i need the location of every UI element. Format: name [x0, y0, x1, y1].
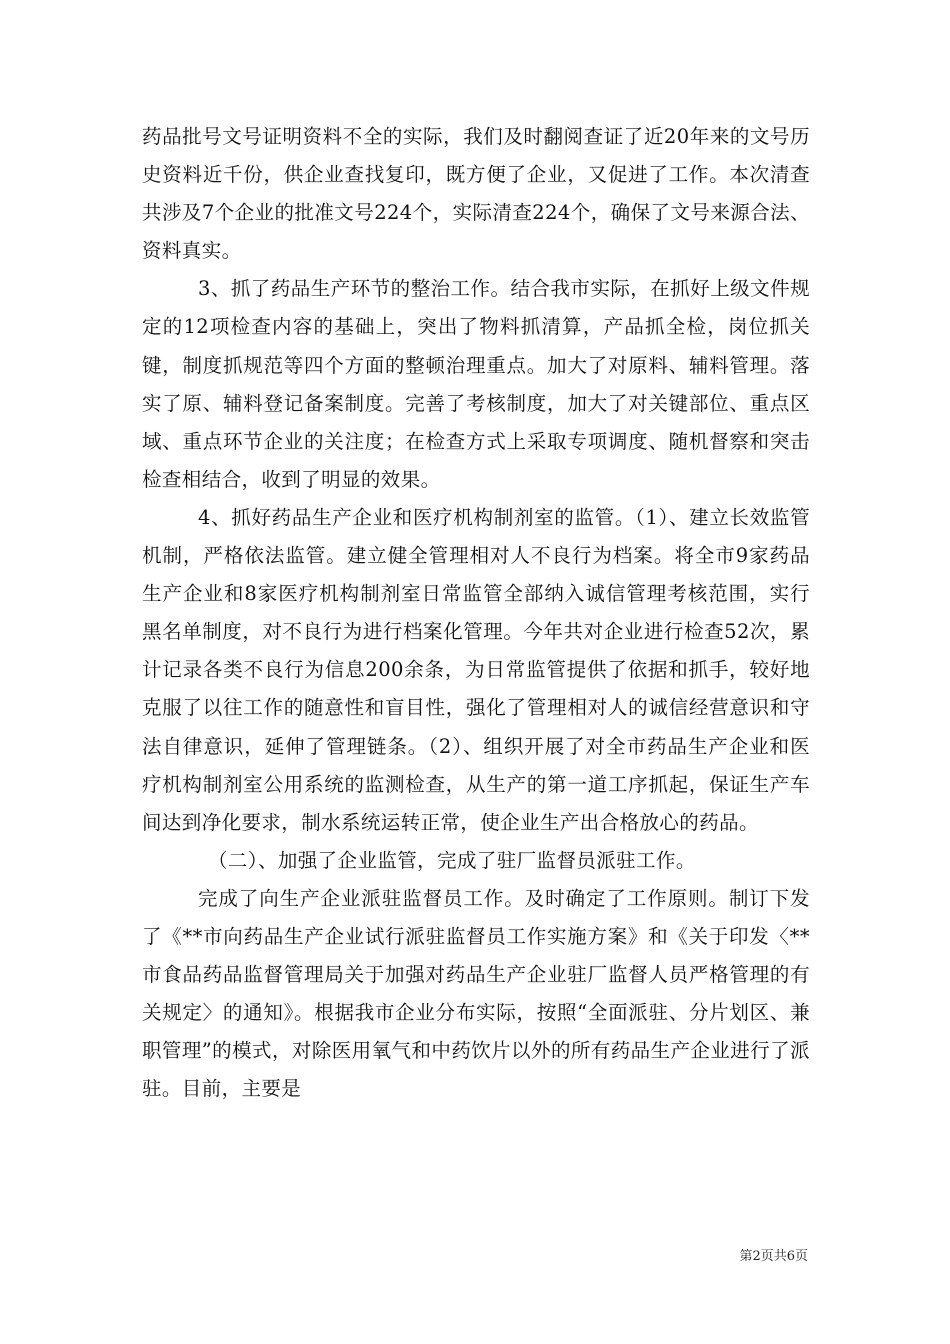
paragraph-3: 4、抓好药品生产企业和医疗机构制剂室的监管。（1）、建立长效监管机制，严格依法监管。建立健全管理相对人不良行为档案。将全市9家药品生产企业和8家医疗机构制剂室日常监管全部纳入诚信管理考核范围，实行黑名单制度，对不良行为进行档案化管理。今年共对企业进行检查52次，累计记录各类不良行为信息200余条，为日常监管提供了依据和抓手，较好地克服了以往工作的随意性和盲目性，强化了管理相对人的诚信经营意识和守法自律意识，延伸了管理链条。（2）、组织开展了对全市药品生产企业和医疗机构制剂室公用系统的监测检查，从生产的第一道工序抓起，保证生产车间达到净化要求，制水系统运转正常，使企业生产出合格放心的药品。 [142, 505, 810, 834]
paragraph-5: 完成了向生产企业派驻监督员工作。及时确定了工作原则。制订下发了《**市向药品生产企业试行派驻监督员工作实施方案》和《关于印发〈**市食品药品监督管理局关于加强对药品生产企业驻厂监督人员严格管理的有关规定〉的通知》。根据我市企业分布实际，按照“全面派驻、分片划区、兼职管理”的模式，对除医用氧气和中药饮片以外的所有药品生产企业进行了派驻。目前，主要是 [142, 886, 810, 1101]
section-heading: （二）、加强了企业监管，完成了驻厂监督员派驻工作。 [208, 848, 696, 872]
document-body [142, 118, 810, 1108]
paragraph-2: 3、抓了药品生产环节的整治工作。结合我市实际，在抓好上级文件规定的12项检查内容的基础上，突出了物料抓清算，产品抓全检，岗位抓关键，制度抓规范等四个方面的整顿治理重点。加大了对原料、辅料管理。落实了原、辅料登记备案制度。完善了考核制度，加大了对关键部位、重点区域、重点环节企业的关注度；在检查方式上采取专项调度、随机督察和突击检查相结合，收到了明显的效果。 [142, 277, 810, 491]
page-number: 第2页共6页 [739, 1249, 808, 1264]
paragraph-1: 药品批号文号证明资料不全的实际，我们及时翻阅查证了近20年来的文号历史资料近千份，供企业查找复印，既方便了企业，又促进了工作。本次清查共涉及7个企业的批准文号224个，实际清查224个，确保了文号来源合法、资料真实。 [142, 125, 810, 263]
